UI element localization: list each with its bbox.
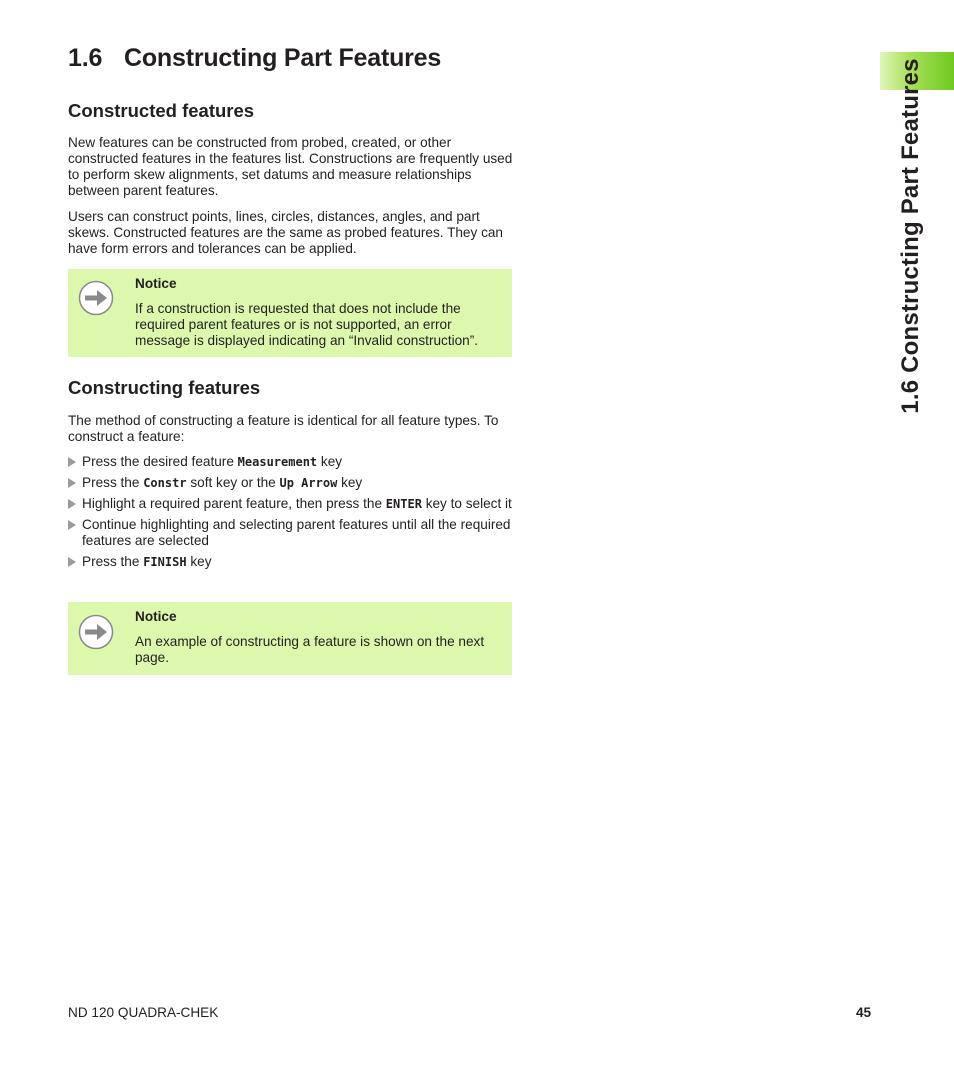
triangle-bullet-icon	[68, 499, 76, 509]
paragraph-construct-types: Users can construct points, lines, circles, distances, angles, and part skews. Constructed features are the same as probed features. They can have form errors and tolerances can be applied.	[68, 209, 503, 256]
steps-list	[68, 454, 513, 575]
key-name: FINISH	[143, 555, 187, 569]
key-name: ENTER	[385, 497, 422, 511]
footer-product-name: ND 120 QUADRA-CHEK	[68, 1005, 219, 1020]
footer-page-number: 45	[856, 1005, 872, 1020]
page-title	[68, 44, 441, 73]
triangle-bullet-icon	[68, 457, 76, 467]
step-item: Highlight a required parent feature, then press the ENTER key to select it	[68, 496, 513, 512]
triangle-bullet-icon	[68, 478, 76, 488]
notice-body: If a construction is requested that does not include the required parent features or is not supported, an error message is displayed indicating an “Invalid construction”.	[135, 301, 479, 348]
notice-title: Notice	[135, 609, 177, 624]
paragraph-constructed-intro: New features can be constructed from probed, created, or other constructed features in the features list. Constructions are frequently used to perform skew alignments, set datums and measure relationships between parent features.	[68, 135, 513, 198]
arrow-right-circle-icon	[78, 280, 114, 316]
notice-body: An example of constructing a feature is shown on the next page.	[135, 634, 485, 665]
notice-title: Notice	[135, 276, 177, 291]
triangle-bullet-icon	[68, 557, 76, 567]
step-item: Press the Constr soft key or the Up Arrow key	[68, 475, 513, 491]
step-item: Continue highlighting and selecting parent features until all the required features are selected	[68, 517, 513, 549]
arrow-right-circle-icon	[78, 614, 114, 650]
heading-constructing-features: Constructing features	[68, 377, 261, 398]
step-item: Press the desired feature Measurement key	[68, 454, 513, 470]
section-title: Constructing Part Features	[124, 44, 442, 72]
key-name: Up Arrow	[279, 476, 338, 490]
key-name: Measurement	[237, 455, 318, 469]
key-name: Constr	[143, 476, 187, 490]
heading-constructed-features: Constructed features	[68, 100, 255, 121]
triangle-bullet-icon	[68, 520, 76, 530]
step-item: Press the FINISH key	[68, 554, 513, 570]
paragraph-constructing-intro: The method of constructing a feature is identical for all feature types. To construct a feature:	[68, 413, 499, 444]
notice-box-invalid-construction	[68, 269, 512, 357]
side-running-title: 1.6 Constructing Part Features	[897, 58, 924, 414]
notice-box-example	[68, 602, 512, 675]
section-number: 1.6	[68, 44, 103, 72]
